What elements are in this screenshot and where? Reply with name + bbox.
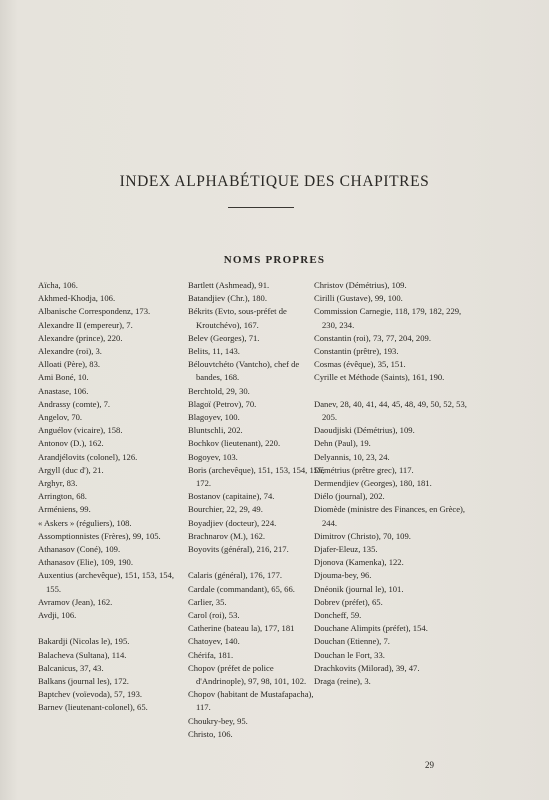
- index-column-2: [188, 279, 325, 741]
- index-entry: Commission Carnegie, 118, 179, 182, 229, 230, 234.: [314, 306, 462, 330]
- index-entry: Dermendjiev (Georges), 180, 181.: [314, 478, 432, 489]
- index-entry: Bakardji (Nicolas le), 195.: [38, 636, 130, 647]
- index-entry: Diomède (ministre des Finances, en Grèce), 244.: [314, 504, 466, 528]
- index-entry: Boyovits (général), 216, 217.: [188, 544, 289, 555]
- index-entry: Ami Boné, 10.: [38, 372, 89, 383]
- index-entry: Auxentius (archevêque), 151, 153, 154, 155.: [38, 570, 175, 594]
- index-entry: Avdji, 106.: [38, 610, 77, 621]
- index-entry: Boris (archevêque), 151, 153, 154, 155, 172.: [188, 464, 325, 489]
- letter-group-gap: [314, 385, 474, 398]
- index-entry: Daoudjiski (Démétrius), 109.: [314, 425, 415, 436]
- index-entry: Baptchev (voïevoda), 57, 193.: [38, 689, 143, 700]
- index-entry: Boyadjiev (docteur), 224.: [188, 517, 277, 528]
- index-entry: Chatoyev, 140.: [188, 636, 240, 647]
- index-entry: Angelov, 70.: [38, 412, 83, 423]
- index-entry: Avramov (Jean), 162.: [38, 596, 113, 607]
- index-entry: Bogoyev, 103.: [188, 451, 238, 462]
- index-entry: Dobrev (préfet), 65.: [314, 596, 383, 607]
- index-entry: Albanische Correspondenz, 173.: [38, 306, 151, 317]
- page-title: INDEX ALPHABÉTIQUE DES CHAPITRES: [119, 173, 430, 190]
- index-entry: Balkans (journal les), 172.: [38, 676, 129, 687]
- index-entry: Arghyr, 83.: [38, 478, 78, 489]
- index-entry: Cyrille et Méthode (Saints), 161, 190.: [314, 372, 445, 383]
- index-entry: Arrington, 68.: [38, 491, 87, 502]
- index-entry: Christo, 106.: [188, 728, 233, 739]
- index-entry: Aïcha, 106.: [38, 280, 78, 290]
- index-entry: Athanasov (Coné), 109.: [38, 544, 121, 555]
- index-entry: Constantin (roi), 73, 77, 204, 209.: [314, 332, 431, 343]
- index-entry: « Askers » (réguliers), 108.: [38, 517, 132, 528]
- index-entry: Diélo (journal), 202.: [314, 491, 385, 502]
- index-entry: Barnev (lieutenant-colonel), 65.: [38, 702, 148, 713]
- index-entry: Catherine (bateau la), 177, 181: [188, 623, 295, 634]
- index-entry: Dehn (Paul), 19.: [314, 438, 371, 449]
- letter-group-gap: [38, 622, 188, 635]
- index-entry: Akhmed-Khodja, 106.: [38, 293, 116, 304]
- index-entry: Douchane Alimpits (préfet), 154.: [314, 623, 428, 634]
- index-entry: Dnéonik (journal le), 101.: [314, 583, 404, 594]
- index-entry: Brachnarov (M.), 162.: [188, 530, 266, 541]
- index-entry: Andrassy (comte), 7.: [38, 398, 111, 409]
- index-entry: Blagoyev, 100.: [188, 412, 240, 423]
- index-entry: Alexandre (roi), 3.: [38, 346, 102, 357]
- index-entry: Bochkov (lieutenant), 220.: [188, 438, 281, 449]
- index-entry: Draga (reine), 3.: [314, 676, 371, 687]
- index-entry: Anastase, 106.: [38, 385, 89, 396]
- index-entry: Békrits (Evto, sous-préfet de Kroutchévo), 167.: [188, 306, 287, 330]
- index-entry: Arandjélovits (colonel), 126.: [38, 451, 138, 462]
- index-entry: Belev (Georges), 71.: [188, 332, 260, 343]
- index-entry: Bélouvtchéto (Vantcho), chef de bandes, 168.: [188, 359, 300, 383]
- title-divider: [228, 207, 294, 208]
- index-entry: Calaris (général), 176, 177.: [188, 570, 283, 581]
- index-entry: Dimitrov (Christo), 70, 109.: [314, 530, 411, 541]
- index-entry: Choukry-bey, 95.: [188, 715, 248, 726]
- index-entry: Argyll (duc d'), 21.: [38, 464, 104, 475]
- index-entry: Alexandre (prince), 220.: [38, 332, 123, 343]
- index-entry: Antonov (D.), 162.: [38, 438, 104, 449]
- index-entry: Alexandre II (empereur), 7.: [38, 319, 133, 330]
- index-entry: Athanasov (Elie), 109, 190.: [38, 557, 133, 568]
- index-entry: Douchan le Fort, 33.: [314, 649, 385, 660]
- index-entry: Carol (roi), 53.: [188, 610, 240, 621]
- index-entry: Balcanicus, 37, 43.: [38, 662, 104, 673]
- index-entry: Arméniens, 99.: [38, 504, 91, 515]
- index-entry: Berchtold, 29, 30.: [188, 385, 250, 396]
- index-column-3: [314, 279, 474, 688]
- index-entry: Bostanov (capitaine), 74.: [188, 491, 275, 502]
- index-entry: Chopov (préfet de police d'Andrinople), 97, 98, 101, 102.: [188, 662, 307, 687]
- index-entry: Danev, 28, 40, 41, 44, 45, 48, 49, 50, 52, 53, 205.: [314, 398, 467, 423]
- page-number: 29: [425, 760, 434, 770]
- index-entry: Belits, 11, 143.: [188, 346, 240, 357]
- index-entry: Bartlett (Ashmead), 91.: [188, 280, 270, 290]
- index-entry: Djonova (Kamenka), 122.: [314, 557, 404, 568]
- section-heading: NOMS PROPRES: [223, 254, 326, 266]
- index-entry: Blagoï (Petrov), 70.: [188, 398, 257, 409]
- index-entry: Chérifa, 181.: [188, 649, 234, 660]
- index-entry: Delyannis, 10, 23, 24.: [314, 451, 390, 462]
- index-entry: Balacheva (Sultana), 114.: [38, 649, 127, 660]
- index-entry: Anguélov (vicaire), 158.: [38, 425, 123, 436]
- letter-group-gap: [188, 556, 325, 569]
- index-entry: Constantin (prêtre), 193.: [314, 346, 399, 357]
- index-entry: Cosmas (évêque), 35, 151.: [314, 359, 406, 370]
- index-entry: Drachkovits (Milorad), 39, 47.: [314, 662, 420, 673]
- index-entry: Chopov (habitant de Mustafapacha), 117.: [188, 689, 314, 713]
- index-entry: Douchan (Etienne), 7.: [314, 636, 390, 647]
- index-entry: Djouma-bey, 96.: [314, 570, 372, 581]
- index-entry: Alloati (Père), 83.: [38, 359, 101, 370]
- index-entry: Cardale (commandant), 65, 66.: [188, 583, 295, 594]
- index-entry: Démétrius (prêtre grec), 117.: [314, 464, 414, 475]
- index-column-1: [38, 279, 188, 715]
- index-entry: Cirilli (Gustave), 99, 100.: [314, 293, 403, 304]
- index-entry: Bourchier, 22, 29, 49.: [188, 504, 263, 515]
- index-entry: Djafer-Eleuz, 135.: [314, 544, 378, 555]
- index-entry: Assomptionnistes (Frères), 99, 105.: [38, 530, 161, 541]
- index-entry: Doncheff, 59.: [314, 610, 362, 621]
- index-entry: Christov (Démétrius), 109.: [314, 280, 407, 290]
- index-entry: Bluntschli, 202.: [188, 425, 243, 436]
- index-entry: Batandjiev (Chr.), 180.: [188, 293, 268, 304]
- index-entry: Carlier, 35.: [188, 596, 227, 607]
